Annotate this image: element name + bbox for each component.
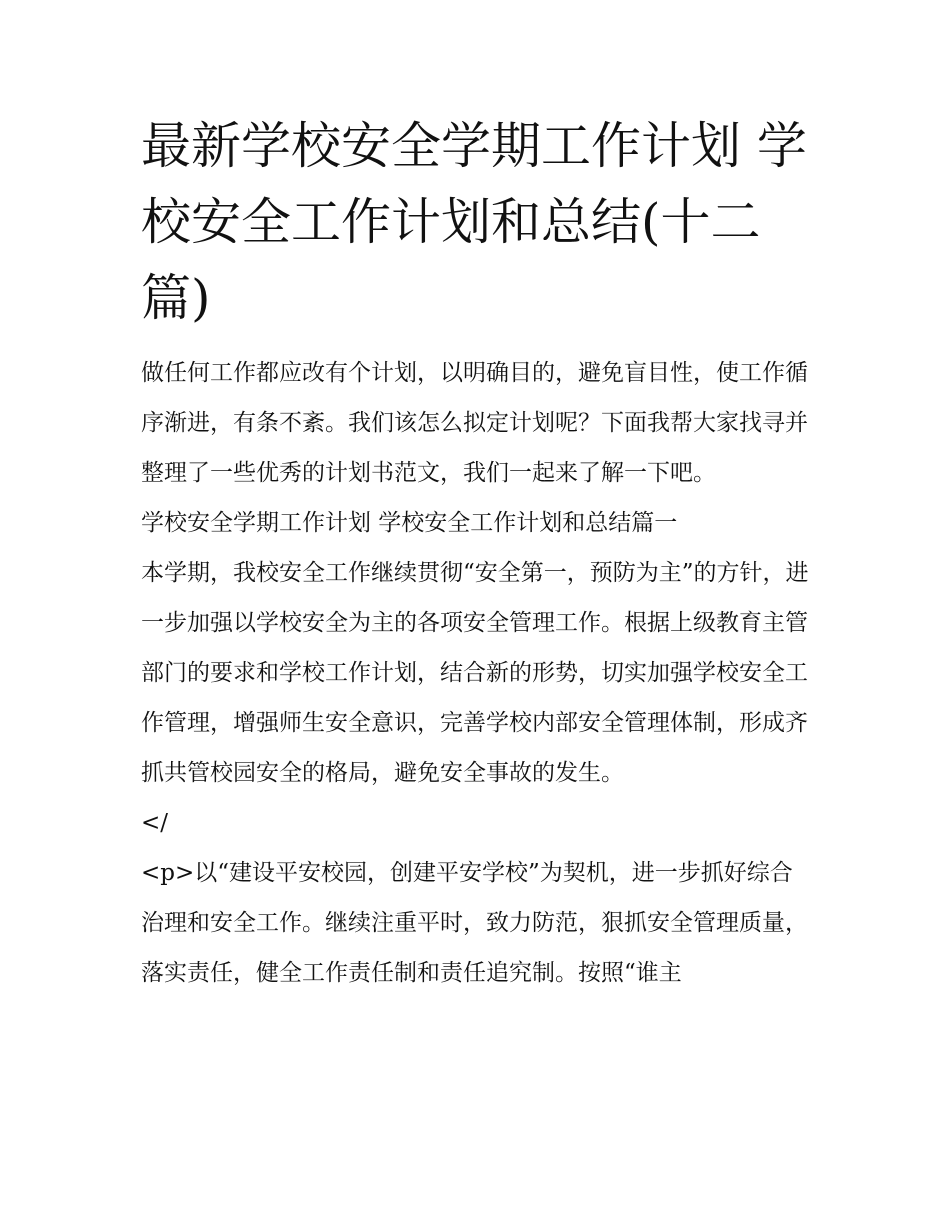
markup-fragment: </ bbox=[141, 810, 169, 836]
document-title: 最新学校安全学期工作计划 学校安全工作计划和总结(十二篇) bbox=[141, 117, 807, 327]
body-paragraph-1: 本学期，我校安全工作继续贯彻“安全第一，预防为主”的方针，进一步加强以学校安全为主的各项安全管理工作。根据上级教育主管部门的要求和学校工作计划，结合新的形势，切实加强学校安全工作管理，增强师生安全意识，完善学校内部安全管理体制，形成齐抓共管校园安全的格局，避免安全事故的发生。 bbox=[141, 560, 809, 786]
body-paragraph-2: <p>以“建设平安校园，创建平安学校”为契机，进一步抓好综合治理和安全工作。继续注重平时，致力防范，狠抓安全管理质量，落实责任，健全工作责任制和责任追究制。按照“谁主 bbox=[141, 860, 808, 986]
intro-paragraph: 做任何工作都应改有个计划，以明确目的，避免盲目性，使工作循序渐进，有条不紊。我们该怎么拟定计划呢？下面我帮大家找寻并整理了一些优秀的计划书范文，我们一起来了解一下吧。 bbox=[141, 360, 808, 486]
document-page bbox=[141, 108, 813, 998]
section-heading: 学校安全学期工作计划 学校安全工作计划和总结篇一 bbox=[141, 510, 678, 536]
